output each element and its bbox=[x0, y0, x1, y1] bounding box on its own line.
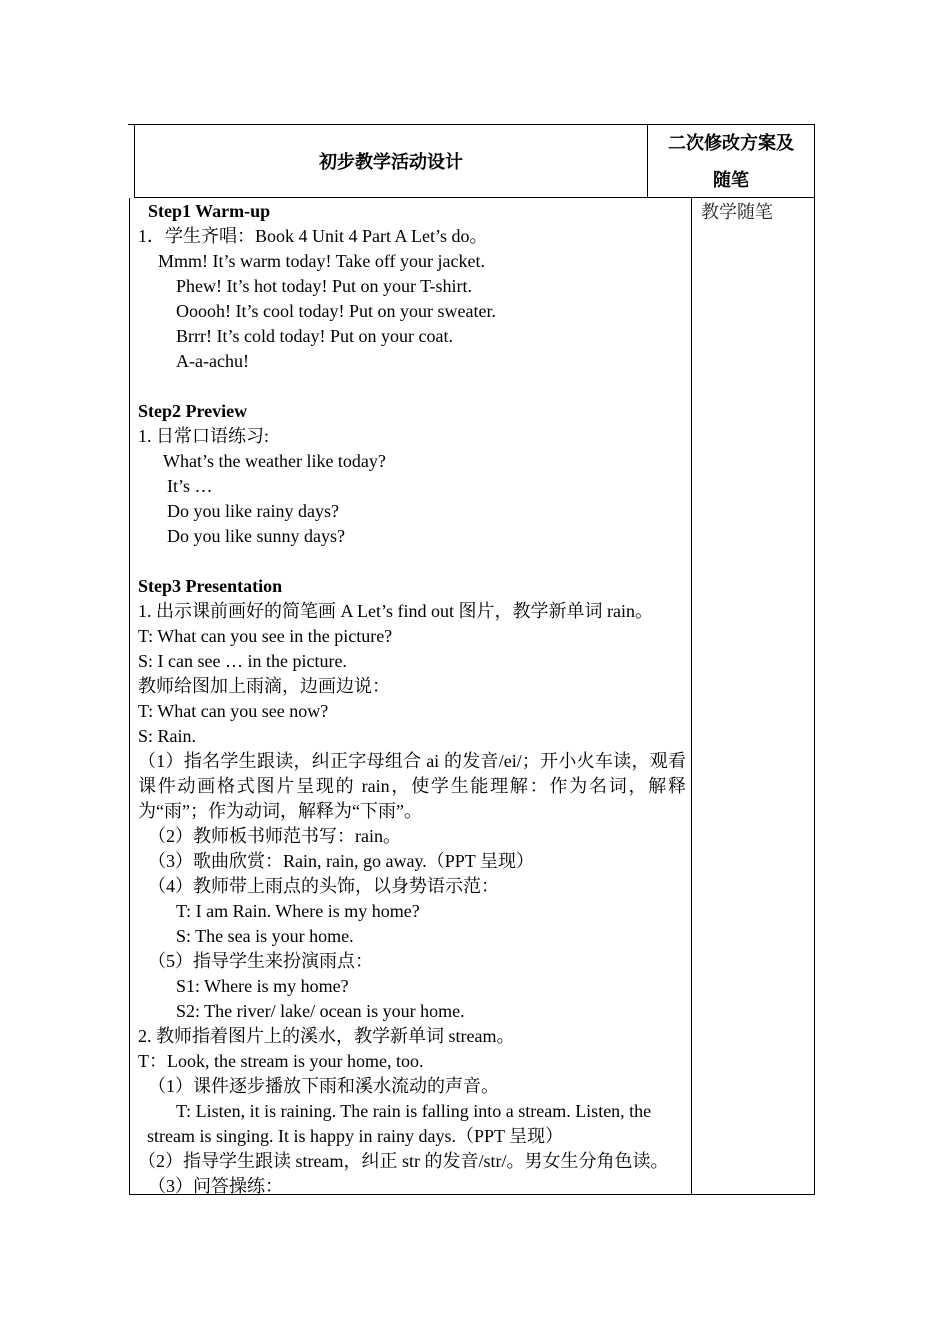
dialogue-line: S: Rain. bbox=[138, 726, 197, 746]
dialogue-line: Do you like sunny days? bbox=[167, 526, 345, 546]
header-revision-column bbox=[647, 124, 815, 198]
lesson-content bbox=[138, 199, 686, 1199]
lesson-line: 1. 日常口语练习: bbox=[138, 426, 270, 446]
dialogue-line: S1: Where is my home? bbox=[176, 976, 349, 996]
chant-line: Brrr! It’s cold today! Put on your coat. bbox=[176, 326, 453, 346]
dialogue-line: Do you like rainy days? bbox=[167, 501, 339, 521]
lesson-line: 2. 教师指着图片上的溪水，教学新单词 stream。 bbox=[138, 1026, 515, 1046]
spacer bbox=[138, 374, 686, 399]
dialogue-line: S: The sea is your home. bbox=[176, 926, 354, 946]
dialogue-line: S2: The river/ lake/ ocean is your home. bbox=[176, 1001, 465, 1021]
lesson-line: 1．学生齐唱：Book 4 Unit 4 Part A Let’s do。 bbox=[138, 226, 488, 246]
teaching-notes-label: 教学随笔 bbox=[701, 202, 773, 222]
header-revision-title-line2: 随笔 bbox=[713, 170, 749, 190]
dialogue-line: T: What can you see in the picture? bbox=[138, 626, 393, 646]
lesson-line: （1）课件逐步播放下雨和溪水流动的声音。 bbox=[148, 1076, 499, 1096]
dialogue-line: T: What can you see now? bbox=[138, 701, 329, 721]
dialogue-line: It’s … bbox=[167, 476, 213, 496]
header-revision-title-line1: 二次修改方案及 bbox=[668, 133, 794, 153]
lesson-line: （5）指导学生来扮演雨点： bbox=[148, 951, 373, 971]
dialogue-line: S: I can see … in the picture. bbox=[138, 651, 347, 671]
dialogue-line: T: Listen, it is raining. The rain is falling into a stream. Listen, the bbox=[176, 1101, 652, 1121]
header-design-column bbox=[134, 124, 647, 198]
step3-heading: Step3 Presentation bbox=[138, 576, 283, 596]
paragraph-step-1: （1）指名学生跟读，纠正字母组合 ai 的发音/ei/；开小火车读，观看课件动画格式图片呈现的 rain，使学生能理解：作为名词，解释为“雨”；作为动词，解释为“下雨”。 bbox=[138, 751, 686, 821]
chant-line: Phew! It’s hot today! Put on your T-shirt. bbox=[176, 276, 472, 296]
lesson-line: （2）指导学生跟读 stream，纠正 str 的发音/str/。男女生分角色读。 bbox=[138, 1151, 669, 1171]
step2-heading: Step2 Preview bbox=[138, 401, 248, 421]
spacer bbox=[138, 549, 686, 574]
chant-line: Ooooh! It’s cool today! Put on your sweater. bbox=[176, 301, 496, 321]
dialogue-line: T：Look, the stream is your home, too. bbox=[138, 1051, 424, 1071]
chant-line: A-a-achu! bbox=[176, 351, 249, 371]
lesson-line: （2）教师板书师范书写：rain。 bbox=[148, 826, 401, 846]
lesson-line: 教师给图加上雨滴，边画边说： bbox=[138, 676, 390, 696]
header-design-title: 初步教学活动设计 bbox=[319, 152, 463, 172]
chant-line: Mmm! It’s warm today! Take off your jacket. bbox=[158, 251, 485, 271]
lesson-line: （4）教师带上雨点的头饰，以身势语示范： bbox=[148, 876, 499, 896]
lesson-line: （3）问答操练： bbox=[148, 1176, 283, 1196]
dialogue-line: stream is singing. It is happy in rainy days.（PPT 呈现） bbox=[147, 1126, 564, 1146]
lesson-line: 1. 出示课前画好的简笔画 A Let’s find out 图片，教学新单词 rain。 bbox=[138, 601, 653, 621]
step1-heading: Step1 Warm-up bbox=[148, 201, 271, 221]
dialogue-line: What’s the weather like today? bbox=[163, 451, 386, 471]
column-divider bbox=[691, 198, 692, 1195]
dialogue-line: T: I am Rain. Where is my home? bbox=[176, 901, 420, 921]
lesson-line: （3）歌曲欣赏：Rain, rain, go away.（PPT 呈现） bbox=[148, 851, 534, 871]
